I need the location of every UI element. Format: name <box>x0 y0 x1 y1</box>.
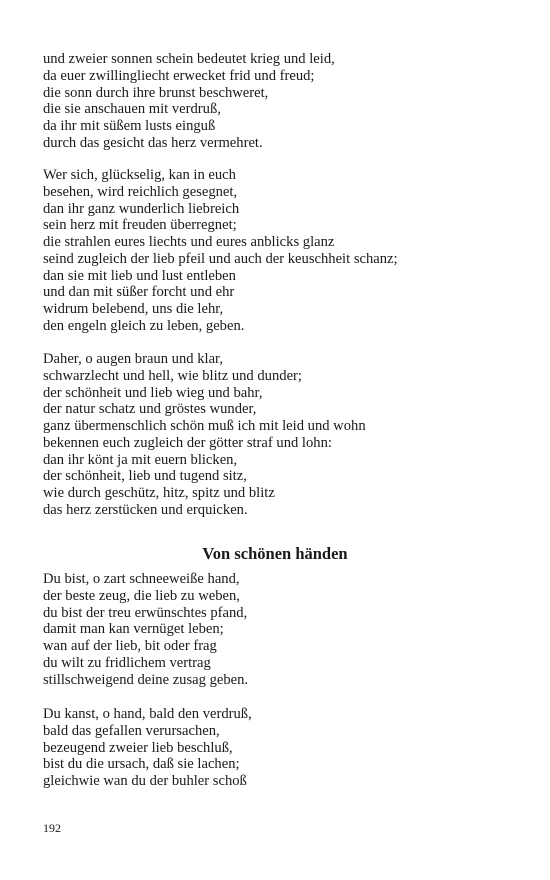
verse-line: seind zugleich der lieb pfeil und auch der keuschheit schanz; <box>43 250 398 267</box>
verse-line: da ihr mit süßem lusts einguß <box>43 118 216 134</box>
verse-line: stillschweigend deine zusag geben. <box>43 671 249 688</box>
verse-line: bezeugend zweier lieb beschluß, <box>43 739 233 756</box>
stanza-4 <box>43 571 513 688</box>
verse-line: der beste zeug, die lieb zu weben, <box>43 587 240 604</box>
page-number: 192 <box>43 821 61 835</box>
verse-line: sein herz mit freuden überregnet; <box>43 217 237 234</box>
verse-line: Du kanst, o hand, bald den verdruß, <box>43 706 252 722</box>
verse-line: da euer zwillingliecht erwecket frid und freud; <box>43 67 315 84</box>
verse-line: Daher, o augen braun und klar, <box>43 351 223 367</box>
verse-line: wan auf der lieb, bit oder frag <box>43 638 217 654</box>
verse-line: ganz übermenschlich schön muß ich mit leid und wohn <box>43 418 366 434</box>
verse-line: bald das gefallen verursachen, <box>43 722 220 739</box>
stanza-5 <box>43 706 513 790</box>
verse-line: du bist der treu erwünschtes pfand, <box>43 604 248 621</box>
verse-line: bist du die ursach, daß sie lachen; <box>43 756 240 773</box>
verse-line: Wer sich, glückselig, kan in euch <box>43 167 236 183</box>
verse-line: die strahlen eures liechts und eures anblicks glanz <box>43 234 335 250</box>
verse-line: dan ihr könt ja mit euern blicken, <box>43 451 238 468</box>
verse-line: gleichwie wan du der buhler schoß <box>43 773 247 789</box>
verse-line: Du bist, o zart schneeweiße hand, <box>43 571 240 587</box>
verse-line: der natur schatz und gröstes wunder, <box>43 401 257 418</box>
stanza-1 <box>43 51 513 152</box>
verse-line: der schönheit, lieb und tugend sitz, <box>43 468 247 485</box>
verse-line: du wilt zu fridlichem vertrag <box>43 654 211 671</box>
verse-line: die sie anschauen mit verdruß, <box>43 101 221 118</box>
stanza-3 <box>43 351 513 519</box>
verse-line: dan sie mit lieb und lust entleben <box>43 267 236 284</box>
verse-line: wie durch geschütz, hitz, spitz und blitz <box>43 485 275 501</box>
verse-line: besehen, wird reichlich gesegnet, <box>43 183 238 200</box>
verse-line: das herz zerstücken und erquicken. <box>43 501 248 518</box>
verse-line: die sonn durch ihre brunst beschweret, <box>43 84 269 101</box>
poem-title: Von schönen händen <box>202 544 348 563</box>
verse-line: schwarzlecht und hell, wie blitz und dunder; <box>43 367 302 384</box>
verse-line: den engeln gleich zu leben, geben. <box>43 317 245 334</box>
verse-line: und dan mit süßer forcht und ehr <box>43 284 235 301</box>
verse-line: bekennen euch zugleich der götter straf und lohn: <box>43 434 332 451</box>
stanza-2 <box>43 167 513 335</box>
verse-line: dan ihr ganz wunderlich liebreich <box>43 200 240 217</box>
verse-line: durch das gesicht das herz vermehret. <box>43 134 263 151</box>
verse-line: der schönheit und lieb wieg und bahr, <box>43 384 263 401</box>
verse-line: damit man kan vernüget leben; <box>43 621 224 638</box>
verse-line: und zweier sonnen schein bedeutet krieg und leid, <box>43 51 335 67</box>
verse-line: widrum belebend, uns die lehr, <box>43 301 224 317</box>
